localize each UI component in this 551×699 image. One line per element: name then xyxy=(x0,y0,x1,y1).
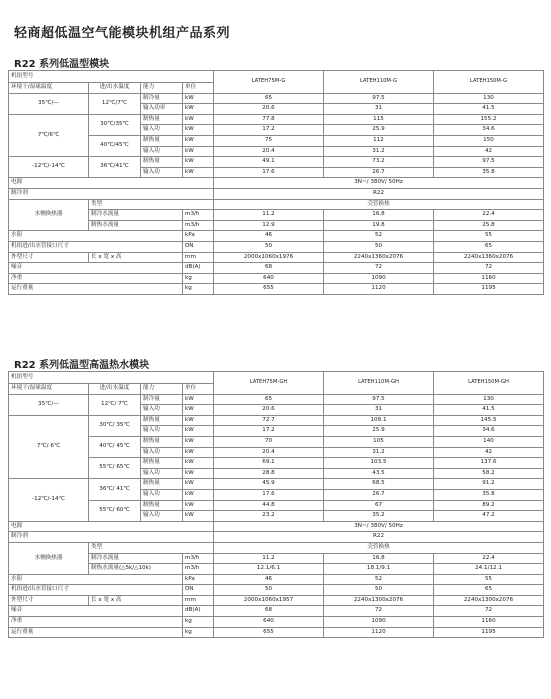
value-cell: 52 xyxy=(324,574,434,585)
spec-label: 运行重量 xyxy=(9,284,183,295)
unit-cell: kg xyxy=(183,284,214,295)
table-row xyxy=(9,273,544,284)
refrigerant-label: 制冷剂 xyxy=(9,188,214,199)
value-cell: 130 xyxy=(434,93,544,104)
value-cell: 20.4 xyxy=(214,146,324,157)
value-cell: 65 xyxy=(214,394,324,405)
unit-cell: DN xyxy=(183,241,214,252)
value-cell: 31.2 xyxy=(324,447,434,458)
value-cell: 115 xyxy=(324,114,434,125)
spec-label: 水阻 xyxy=(9,231,183,242)
unit-cell: kg xyxy=(183,617,214,628)
capacity-item: 制热量 xyxy=(141,135,183,146)
value-cell: 26.7 xyxy=(324,167,434,178)
hx-label: 水侧换热器 xyxy=(9,542,89,574)
value-cell: 140 xyxy=(434,436,544,447)
spec-label: 机组进/出水管接口尺寸 xyxy=(9,241,183,252)
unit-cell: kW xyxy=(183,447,214,458)
value-cell: 145.5 xyxy=(434,415,544,426)
unit-cell: kPa xyxy=(183,231,214,242)
hx-type-label: 类型 xyxy=(89,199,214,210)
table-row xyxy=(9,241,544,252)
value-cell: 155.2 xyxy=(434,114,544,125)
hx-item: 制热水流量 xyxy=(89,220,183,231)
unit-cell: kPa xyxy=(183,574,214,585)
table-row xyxy=(9,627,544,638)
value-cell: 19.8 xyxy=(324,220,434,231)
unit-cell: kW xyxy=(183,479,214,490)
section-title-low-temp: R22 系列低温型模块 xyxy=(14,59,110,70)
value-cell: 150 xyxy=(434,135,544,146)
power-label: 电源 xyxy=(9,521,214,532)
value-cell: 72 xyxy=(434,606,544,617)
power-value: 3N~/ 380V/ 50Hz xyxy=(214,521,544,532)
header-water-temp: 进/出水温度 xyxy=(89,83,141,94)
hx-item: 制冷水流量 xyxy=(89,553,183,564)
value-cell: 655 xyxy=(214,627,324,638)
value-cell: 22.4 xyxy=(434,553,544,564)
unit-cell: kW xyxy=(183,93,214,104)
spec-sub-label: 长 x 宽 x 高 xyxy=(89,595,183,606)
water-temp-cell: 36℃/41℃ xyxy=(89,157,141,178)
value-cell: 1120 xyxy=(324,627,434,638)
capacity-item: 输入功 xyxy=(141,447,183,458)
unit-cell: m3/h xyxy=(183,210,214,221)
value-cell: 41.5 xyxy=(434,104,544,115)
value-cell: 31 xyxy=(324,104,434,115)
hx-type-value: 壳管换热 xyxy=(214,542,544,553)
water-temp-cell: 12℃/ 7℃ xyxy=(89,394,141,415)
spec-label: 净重 xyxy=(9,617,183,628)
hx-item: 制热水流量(△5k/△10k) xyxy=(89,564,183,575)
value-cell: 23.2 xyxy=(214,511,324,522)
spec-table-low-temp xyxy=(8,70,544,295)
unit-cell: m3/h xyxy=(183,220,214,231)
value-cell: 130 xyxy=(434,394,544,405)
hx-type-value: 壳管换热 xyxy=(214,199,544,210)
spec-sub-label: 长 x 宽 x 高 xyxy=(89,252,183,263)
value-cell: 97.5 xyxy=(324,394,434,405)
value-cell: 1195 xyxy=(434,284,544,295)
spec-label: 净重 xyxy=(9,273,183,284)
unit-cell: kW xyxy=(183,157,214,168)
value-cell: 112 xyxy=(324,135,434,146)
unit-cell: kW xyxy=(183,114,214,125)
table-row xyxy=(9,71,544,83)
unit-cell: kW xyxy=(183,405,214,416)
value-cell: 41.5 xyxy=(434,405,544,416)
value-cell: 35.8 xyxy=(434,167,544,178)
value-cell: 108.1 xyxy=(324,415,434,426)
header-unit: 单位 xyxy=(183,384,214,395)
header-water-temp: 进/出水温度 xyxy=(89,384,141,395)
value-cell: 1160 xyxy=(434,617,544,628)
value-cell: 1090 xyxy=(324,617,434,628)
capacity-item: 输入功 xyxy=(141,489,183,500)
table-row xyxy=(9,157,544,168)
unit-cell: kW xyxy=(183,135,214,146)
value-cell: 11.2 xyxy=(214,210,324,221)
table-row xyxy=(9,500,544,511)
unit-cell: kW xyxy=(183,415,214,426)
refrigerant-label: 制冷剂 xyxy=(9,532,214,543)
value-cell: 55 xyxy=(434,231,544,242)
value-cell: 50 xyxy=(324,585,434,596)
value-cell: 105 xyxy=(324,436,434,447)
value-cell: 1160 xyxy=(434,273,544,284)
value-cell: 640 xyxy=(214,273,324,284)
hx-label: 水侧换热器 xyxy=(9,199,89,231)
water-temp-cell: 30℃/35℃ xyxy=(89,114,141,135)
unit-cell: kg xyxy=(183,627,214,638)
capacity-item: 输入功 xyxy=(141,146,183,157)
table-row xyxy=(9,135,544,146)
hx-type-label: 类型 xyxy=(89,542,214,553)
table-row xyxy=(9,585,544,596)
table-row xyxy=(9,574,544,585)
value-cell: 12.1/6.1 xyxy=(214,564,324,575)
value-cell: 12.9 xyxy=(214,220,324,231)
capacity-item: 制热量 xyxy=(141,436,183,447)
env-temp-cell: 7℃/ 6℃ xyxy=(9,415,89,479)
capacity-item: 制热量 xyxy=(141,157,183,168)
capacity-item: 制热量 xyxy=(141,114,183,125)
value-cell: 2000x1060x1957 xyxy=(214,595,324,606)
value-cell: 1195 xyxy=(434,627,544,638)
value-cell: 26.7 xyxy=(324,489,434,500)
value-cell: 34.6 xyxy=(434,125,544,136)
env-temp-cell: -12℃/-14℃ xyxy=(9,157,89,178)
value-cell: 65 xyxy=(214,93,324,104)
hx-item: 制冷水流量 xyxy=(89,210,183,221)
table-row xyxy=(9,606,544,617)
value-cell: 50 xyxy=(214,585,324,596)
refrigerant-value: R22 xyxy=(214,532,544,543)
table-row xyxy=(9,564,544,575)
value-cell: 25.8 xyxy=(434,220,544,231)
value-cell: 45.9 xyxy=(214,479,324,490)
header-env-temp: 环境干/湿球温度 xyxy=(9,384,89,395)
table-row xyxy=(9,617,544,628)
unit-cell: dB(A) xyxy=(183,606,214,617)
value-cell: 97.5 xyxy=(324,93,434,104)
value-cell: 67 xyxy=(324,500,434,511)
spec-table-high-temp-water xyxy=(8,371,544,638)
capacity-item: 输入功 xyxy=(141,167,183,178)
table-row xyxy=(9,284,544,295)
value-cell: 46 xyxy=(214,574,324,585)
spec-label: 运行重量 xyxy=(9,627,183,638)
table-row xyxy=(9,210,544,221)
table-row xyxy=(9,220,544,231)
value-cell: 640 xyxy=(214,617,324,628)
value-cell: 655 xyxy=(214,284,324,295)
table-row xyxy=(9,93,544,104)
capacity-item: 制热量 xyxy=(141,458,183,469)
value-cell: 2240x1360x2076 xyxy=(434,252,544,263)
capacity-item: 制冷量 xyxy=(141,394,183,405)
unit-cell: kW xyxy=(183,394,214,405)
table-row xyxy=(9,188,544,199)
value-cell: 73.2 xyxy=(324,157,434,168)
value-cell: 25.9 xyxy=(324,125,434,136)
value-cell: 137.6 xyxy=(434,458,544,469)
value-cell: 47.2 xyxy=(434,511,544,522)
model-name: LATEH150M-G xyxy=(434,71,544,94)
unit-cell: kW xyxy=(183,489,214,500)
table-row xyxy=(9,595,544,606)
header-env-temp: 环境干/湿球温度 xyxy=(9,83,89,94)
value-cell: 46 xyxy=(214,231,324,242)
value-cell: 49.1 xyxy=(214,157,324,168)
unit-cell: kW xyxy=(183,146,214,157)
table-row xyxy=(9,436,544,447)
table-row xyxy=(9,415,544,426)
water-temp-cell: 40℃/45℃ xyxy=(89,135,141,156)
value-cell: 68.5 xyxy=(324,479,434,490)
unit-cell: dB(A) xyxy=(183,263,214,274)
water-temp-cell: 55℃/ 65℃ xyxy=(89,458,141,479)
water-temp-cell: 55℃/ 60℃ xyxy=(89,500,141,521)
value-cell: 16.8 xyxy=(324,553,434,564)
value-cell: 69.1 xyxy=(214,458,324,469)
unit-cell: kW xyxy=(183,125,214,136)
model-name: LATEH110M-GH xyxy=(324,372,434,395)
value-cell: 31 xyxy=(324,405,434,416)
capacity-item: 输入功 xyxy=(141,125,183,136)
table-row xyxy=(9,542,544,553)
unit-cell: m3/h xyxy=(183,553,214,564)
table-row xyxy=(9,394,544,405)
spec-label: 噪音 xyxy=(9,263,183,274)
value-cell: 2240x1300x2076 xyxy=(324,595,434,606)
value-cell: 2240x1300x2076 xyxy=(434,595,544,606)
value-cell: 17.2 xyxy=(214,426,324,437)
table-row xyxy=(9,532,544,543)
value-cell: 1090 xyxy=(324,273,434,284)
value-cell: 17.6 xyxy=(214,167,324,178)
value-cell: 70 xyxy=(214,436,324,447)
table-row xyxy=(9,178,544,189)
value-cell: 72 xyxy=(324,606,434,617)
value-cell: 103.5 xyxy=(324,458,434,469)
model-name: LATEH75M-GH xyxy=(214,372,324,395)
value-cell: 72 xyxy=(324,263,434,274)
value-cell: 28.8 xyxy=(214,468,324,479)
table-row xyxy=(9,263,544,274)
value-cell: 17.6 xyxy=(214,489,324,500)
unit-cell: kW xyxy=(183,458,214,469)
header-model-label: 机组型号 xyxy=(9,71,214,83)
value-cell: 18.1/9.1 xyxy=(324,564,434,575)
section-title-high-temp-water: R22 系列低温型高温热水模块 xyxy=(14,360,150,371)
value-cell: 42 xyxy=(434,447,544,458)
unit-cell: kW xyxy=(183,511,214,522)
water-temp-cell: 12℃/7℃ xyxy=(89,93,141,114)
refrigerant-value: R22 xyxy=(214,188,544,199)
value-cell: 72.7 xyxy=(214,415,324,426)
model-name: LATEH75M-G xyxy=(214,71,324,94)
water-temp-cell: 40℃/ 45℃ xyxy=(89,436,141,457)
value-cell: 11.2 xyxy=(214,553,324,564)
page-title: 轻商超低温空气能模块机组产品系列 xyxy=(14,26,231,41)
unit-cell: kW xyxy=(183,426,214,437)
unit-cell: kW xyxy=(183,500,214,511)
spec-label: 水阻 xyxy=(9,574,183,585)
spec-label: 外型尺寸 xyxy=(9,252,89,263)
header-unit: 单位 xyxy=(183,83,214,94)
capacity-item: 制冷量 xyxy=(141,93,183,104)
unit-cell: kW xyxy=(183,436,214,447)
value-cell: 43.5 xyxy=(324,468,434,479)
value-cell: 35.8 xyxy=(434,489,544,500)
env-temp-cell: -12℃/-14℃ xyxy=(9,479,89,521)
table-row xyxy=(9,553,544,564)
power-value: 3N~/ 380V/ 50Hz xyxy=(214,178,544,189)
table-row xyxy=(9,479,544,490)
unit-cell: kW xyxy=(183,468,214,479)
value-cell: 89.2 xyxy=(434,500,544,511)
value-cell: 91.2 xyxy=(434,479,544,490)
capacity-item: 制热量 xyxy=(141,500,183,511)
value-cell: 2000x1060x1976 xyxy=(214,252,324,263)
value-cell: 20.4 xyxy=(214,447,324,458)
unit-cell: DN xyxy=(183,585,214,596)
value-cell: 20.6 xyxy=(214,104,324,115)
spec-label: 噪音 xyxy=(9,606,183,617)
water-temp-cell: 36℃/ 41℃ xyxy=(89,479,141,500)
capacity-item: 输入功 xyxy=(141,405,183,416)
value-cell: 34.6 xyxy=(434,426,544,437)
power-label: 电源 xyxy=(9,178,214,189)
capacity-item: 输入功 xyxy=(141,511,183,522)
unit-cell: kW xyxy=(183,104,214,115)
value-cell: 68 xyxy=(214,263,324,274)
value-cell: 42 xyxy=(434,146,544,157)
value-cell: 77.8 xyxy=(214,114,324,125)
capacity-item: 输入功 xyxy=(141,468,183,479)
unit-cell: m3/h xyxy=(183,564,214,575)
table-row xyxy=(9,458,544,469)
value-cell: 20.6 xyxy=(214,405,324,416)
spec-label: 外型尺寸 xyxy=(9,595,89,606)
value-cell: 50 xyxy=(324,241,434,252)
unit-cell: kW xyxy=(183,167,214,178)
env-temp-cell: 7℃/6℃ xyxy=(9,114,89,156)
env-temp-cell: 35℃/— xyxy=(9,394,89,415)
unit-cell: kg xyxy=(183,273,214,284)
table-row xyxy=(9,252,544,263)
value-cell: 1120 xyxy=(324,284,434,295)
table-row xyxy=(9,199,544,210)
value-cell: 22.4 xyxy=(434,210,544,221)
env-temp-cell: 35℃/— xyxy=(9,93,89,114)
table-row xyxy=(9,372,544,384)
value-cell: 65 xyxy=(434,585,544,596)
header-capacity: 能力 xyxy=(141,384,183,395)
capacity-item: 制热量 xyxy=(141,415,183,426)
capacity-item: 输入功 xyxy=(141,426,183,437)
unit-cell: mm xyxy=(183,252,214,263)
value-cell: 68 xyxy=(214,606,324,617)
value-cell: 50 xyxy=(214,241,324,252)
value-cell: 2240x1360x2076 xyxy=(324,252,434,263)
value-cell: 16.8 xyxy=(324,210,434,221)
capacity-item: 制热量 xyxy=(141,479,183,490)
value-cell: 97.5 xyxy=(434,157,544,168)
value-cell: 25.9 xyxy=(324,426,434,437)
value-cell: 72 xyxy=(434,263,544,274)
value-cell: 44.8 xyxy=(214,500,324,511)
value-cell: 75 xyxy=(214,135,324,146)
unit-cell: mm xyxy=(183,595,214,606)
value-cell: 17.2 xyxy=(214,125,324,136)
header-model-label: 机组型号 xyxy=(9,372,214,384)
value-cell: 65 xyxy=(434,241,544,252)
table-row xyxy=(9,231,544,242)
value-cell: 24.1/12.1 xyxy=(434,564,544,575)
value-cell: 55 xyxy=(434,574,544,585)
value-cell: 35.2 xyxy=(324,511,434,522)
value-cell: 52 xyxy=(324,231,434,242)
capacity-item: 输入功率 xyxy=(141,104,183,115)
spec-label: 机组进/出水管接口尺寸 xyxy=(9,585,183,596)
model-name: LATEH150M-GH xyxy=(434,372,544,395)
header-capacity: 能力 xyxy=(141,83,183,94)
model-name: LATEH110M-G xyxy=(324,71,434,94)
value-cell: 31.2 xyxy=(324,146,434,157)
table-row xyxy=(9,114,544,125)
water-temp-cell: 30℃/ 35℃ xyxy=(89,415,141,436)
table-row xyxy=(9,521,544,532)
value-cell: 58.2 xyxy=(434,468,544,479)
